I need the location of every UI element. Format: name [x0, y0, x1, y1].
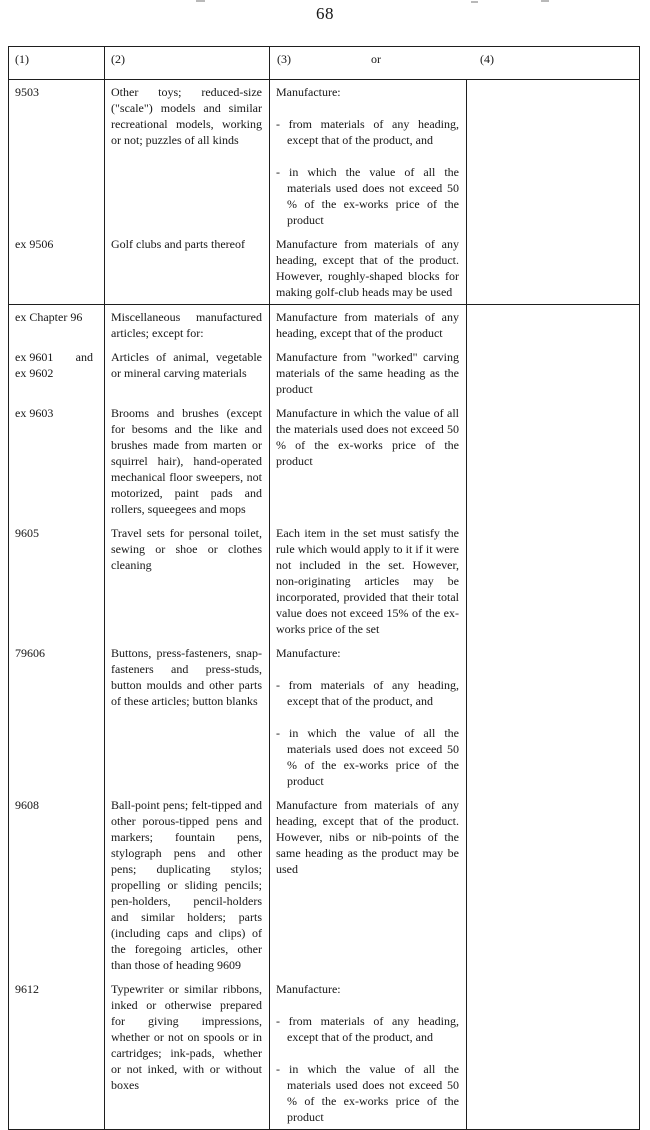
- rules-of-origin-table: [8, 46, 640, 1130]
- hs-code-line: [15, 349, 97, 365]
- description-text: Brooms and brushes (except for besoms and the like and brushes made from marten or squirrel hair), hand-operated mechanical floor sweepers, not motorized, paint pads and rollers, squeegees and mops: [111, 406, 262, 516]
- page-number: 68: [316, 4, 334, 23]
- hs-code-conjunction: and: [75, 350, 93, 364]
- header-col2: (2): [105, 47, 270, 79]
- table-row: [9, 793, 639, 977]
- description-cell: [105, 80, 270, 232]
- description-cell: [105, 401, 270, 521]
- description-text: Typewriter or similar ribbons, inked or otherwise prepared for giving impressions, whether or not on spools or in cartridges; ink-pads, whether or not inked, with or without boxes: [111, 982, 262, 1092]
- hs-code: ex Chapter 96: [15, 310, 83, 324]
- rule-paragraph: - from materials of any heading, except that of the product, and: [276, 1014, 459, 1044]
- scan-artifact: [541, 0, 549, 2]
- rule-paragraph: Manufacture:: [276, 85, 341, 99]
- table-row: [9, 977, 639, 1129]
- scan-artifact: [471, 1, 478, 3]
- hs-code: 9605: [15, 526, 39, 540]
- empty-col4-cell: [467, 401, 639, 521]
- rule-cell: [270, 80, 467, 232]
- description-cell: [105, 793, 270, 977]
- empty-col4-cell: [467, 305, 639, 345]
- description-cell: [105, 305, 270, 345]
- rule-cell: [270, 232, 467, 304]
- table-row: [9, 80, 639, 232]
- description-cell: [105, 345, 270, 401]
- rule-cell: [270, 305, 467, 345]
- rule-paragraph: - in which the value of all the materials used does not exceed 50 % of the ex-works price of the product: [276, 1062, 459, 1124]
- rule-cell: [270, 521, 467, 641]
- hs-code-cell: [9, 232, 105, 304]
- description-cell: [105, 977, 270, 1129]
- hs-code-cell: [9, 345, 105, 401]
- description-text: Articles of animal, vegetable or mineral carving materials: [111, 350, 262, 380]
- empty-col4-cell: [467, 641, 639, 793]
- rule-paragraph: - from materials of any heading, except that of the product, and: [276, 678, 459, 708]
- rule-cell: [270, 641, 467, 793]
- rule-paragraph: Each item in the set must satisfy the rule which would apply to it if it were not included in the set. However, non-originating articles may be incorporated, provided that their total value does not exceed 15% of the ex-works price of the set: [276, 526, 459, 636]
- header-col3: (3): [277, 52, 291, 66]
- description-cell: [105, 232, 270, 304]
- description-text: Travel sets for personal toilet, sewing or shoe or clothes cleaning: [111, 526, 262, 572]
- rule-paragraph: Manufacture from materials of any heading, except that of the product. However, nibs or nib-points of the same heading as the product may be used: [276, 798, 459, 876]
- table-row: [9, 401, 639, 521]
- rule-cell: [270, 401, 467, 521]
- hs-code: 9608: [15, 798, 39, 812]
- header-or-label: or: [371, 52, 381, 66]
- description-cell: [105, 641, 270, 793]
- hs-code-cell: [9, 641, 105, 793]
- rule-paragraph: Manufacture:: [276, 646, 341, 660]
- description-cell: [105, 521, 270, 641]
- hs-code: 9612: [15, 982, 39, 996]
- hs-code-cell: [9, 80, 105, 232]
- rule-cell: [270, 345, 467, 401]
- rule-paragraph: - from materials of any heading, except that of the product, and: [276, 117, 459, 147]
- description-text: Other toys; reduced-size ("scale") models and similar recreational models, working or not; puzzles of all kinds: [111, 85, 262, 147]
- rule-paragraph: - in which the value of all the materials used does not exceed 50 % of the ex-works price of the product: [276, 165, 459, 227]
- rule-paragraph: Manufacture from "worked" carving materials of the same heading as the product: [276, 350, 459, 396]
- hs-code: 9503: [15, 85, 39, 99]
- hs-code: ex 9601: [15, 350, 54, 364]
- description-text: Buttons, press-fasteners, snap-fasteners and press-studs, button moulds and other parts of these articles; button blanks: [111, 646, 262, 708]
- empty-col4-cell: [467, 793, 639, 977]
- rule-paragraph: Manufacture from materials of any heading, except that of the product: [276, 310, 459, 340]
- header-col3-or-col4: [270, 47, 639, 79]
- table-row: [9, 521, 639, 641]
- table-row: [9, 345, 639, 401]
- rule-paragraph: - in which the value of all the materials used does not exceed 50 % of the ex-works price of the product: [276, 726, 459, 788]
- table-row: [9, 641, 639, 793]
- hs-code: ex 9506: [15, 237, 54, 251]
- hs-code: 79606: [15, 646, 45, 660]
- rule-paragraph: Manufacture:: [276, 982, 341, 996]
- hs-code-cell: [9, 401, 105, 521]
- scan-artifact: [196, 0, 205, 2]
- table-row: [9, 305, 639, 345]
- table-row: [9, 232, 639, 305]
- hs-code: ex 9603: [15, 406, 54, 420]
- hs-code-cell: [9, 793, 105, 977]
- empty-col4-cell: [467, 80, 639, 232]
- rule-cell: [270, 793, 467, 977]
- header-col4: (4): [480, 52, 494, 66]
- rule-cell: [270, 977, 467, 1129]
- header-col1: (1): [9, 47, 105, 79]
- description-text: Ball-point pens; felt-tipped and other porous-tipped pens and markers; fountain pens, stylograph pens and other pens; duplicating stylos; propelling or sliding pencils; pen-holders, pencil-holders and similar holders; parts (including caps and clips) of the foregoing articles, other than those of heading 9609: [111, 798, 262, 972]
- rule-paragraph: Manufacture from materials of any heading, except that of the product. However, roughly-shaped blocks for making golf-club heads may be used: [276, 237, 459, 299]
- hs-code-cell: [9, 305, 105, 345]
- empty-col4-cell: [467, 345, 639, 401]
- empty-col4-cell: [467, 521, 639, 641]
- description-text: Golf clubs and parts thereof: [111, 237, 245, 251]
- rule-paragraph: Manufacture in which the value of all the materials used does not exceed 50 % of the ex-works price of the product: [276, 406, 459, 468]
- hs-code-cell: [9, 521, 105, 641]
- hs-code: ex 9602: [15, 366, 54, 380]
- empty-col4-cell: [467, 232, 639, 304]
- table-header-row: [9, 47, 639, 80]
- hs-code-cell: [9, 977, 105, 1129]
- empty-col4-cell: [467, 977, 639, 1129]
- description-text: Miscellaneous manufactured articles; except for:: [111, 310, 262, 340]
